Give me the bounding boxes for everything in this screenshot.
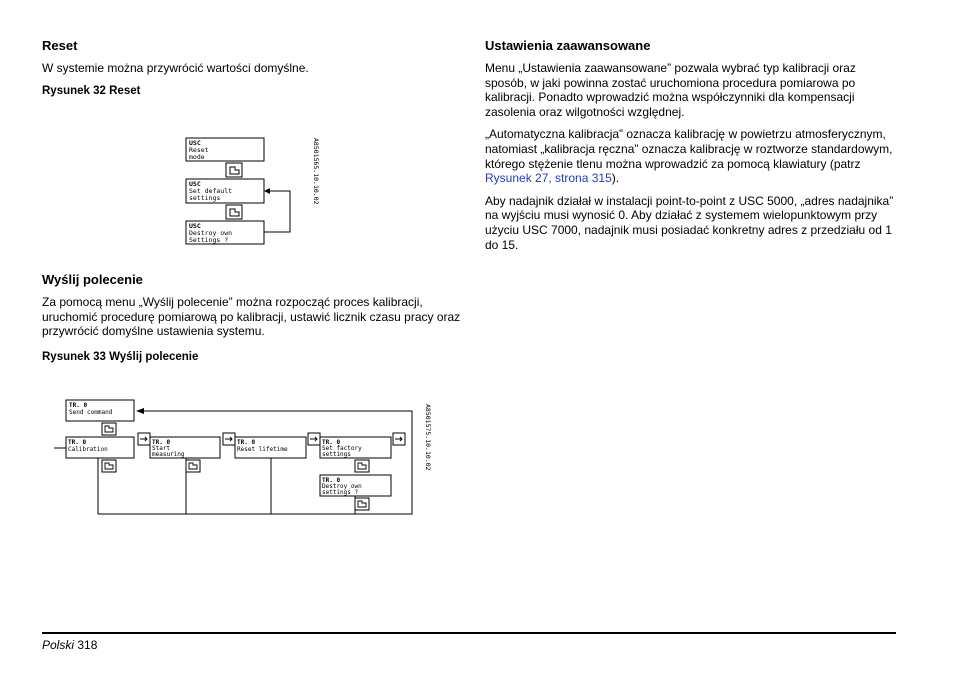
fig33-factory-l2: Set factory	[322, 445, 362, 452]
fig33-top-l2: Send command	[69, 409, 113, 416]
fig33-life-l2: Reset lifetime	[237, 446, 288, 453]
fig33-life-l1: TR. 0	[237, 439, 256, 446]
fig33-cal-l2: Calibration	[68, 446, 108, 453]
fig32-s2-l2: Set default	[189, 187, 233, 195]
figure-32-caption: Rysunek 32 Reset	[42, 84, 141, 97]
figure-32-code: A8501565.10.10.02	[312, 138, 320, 205]
send-command-text: Za pomocą menu „Wyślij polecenie” można rozpocząć proces kalibracji, uruchomić procedurę pomiarową po kalibracji, ustawić licznik czasu pracy oraz przywrócić domyślne ustawienia systemu.	[42, 295, 461, 339]
fig33-factory-l3: settings	[322, 451, 351, 458]
arrow-key-icon	[140, 437, 402, 441]
send-command-section	[42, 272, 462, 347]
fig33-start-l1: TR. 0	[152, 439, 171, 446]
figure-33-code: A8501575.10.10.02	[424, 404, 432, 471]
advanced-settings-paragraph-2	[485, 127, 895, 185]
fig33-destroy-l2: Destroy own	[322, 483, 362, 490]
fig32-s3-l2: Destroy own	[189, 229, 233, 237]
fig33-destroy-l3: settings ?	[322, 489, 359, 496]
send-command-heading: Wyślij polecenie	[42, 272, 143, 287]
figure-33-send-command-diagram	[52, 396, 442, 520]
page-number: 318	[77, 638, 98, 652]
fig33-top-l1: TR. 0	[69, 402, 88, 409]
paragraph-2-end: ).	[611, 171, 620, 186]
advanced-settings-heading: Ustawienia zaawansowane	[485, 38, 651, 53]
reset-text: W systemie można przywrócić wartości domyślne.	[42, 61, 309, 75]
fig33-destroy-l1: TR. 0	[322, 477, 341, 484]
reset-heading: Reset	[42, 38, 78, 53]
fig32-s2-l1: USC	[189, 180, 201, 188]
fig32-s3-l1: USC	[189, 222, 201, 230]
fig32-s2-l3: settings	[189, 194, 221, 202]
fig33-factory-l1: TR. 0	[322, 439, 341, 446]
fig32-s3-l3: Settings ?	[189, 236, 229, 244]
figure-27-link[interactable]: Rysunek 27, strona 315	[485, 171, 612, 186]
advanced-settings-paragraph-1: Menu „Ustawienia zaawansowane” pozwala wybrać typ kalibracji oraz sposób, w jaki powinna zostać uruchomiona procedura pomiarowa po kalibracji. Ponadto wprowadzić można współczynniki dla kompensacji zasolenia oraz wilgotności względnej.	[485, 61, 856, 119]
fig33-start-l2: Start	[152, 445, 171, 452]
figure-32-reset-diagram	[180, 130, 340, 250]
fig32-s1-l3: mode	[189, 153, 205, 161]
advanced-settings-paragraph-3: Aby nadajnik działał w instalacji point-to-point z USC 5000, „adres nadajnika” na wyjściu musi wynosić 0. Aby działać z systemem wielopunktowym przy użyciu USC 7000, nadajnik musi posiadać konkretny adres z przedziału od 1 do 15.	[485, 193, 894, 252]
page-footer	[42, 638, 97, 652]
fig33-cal-l1: TR. 0	[68, 439, 87, 446]
paragraph-2-text: „Automatyczna kalibracja” oznacza kalibrację w powietrzu atmosferycznym, natomiast „kalibracja ręczna” oznacza kalibrację w roztworze standardowym, którego stężenie tlenu można wprowadzić za pomocą klawiatury (patrz	[485, 127, 893, 171]
left-column	[42, 38, 462, 98]
fig32-s1-l2: Reset	[189, 146, 209, 154]
footer-divider	[42, 632, 896, 634]
footer-language: Polski	[42, 638, 75, 652]
right-column	[485, 38, 895, 260]
fig32-s1-l1: USC	[189, 139, 201, 147]
fig33-start-l3: measuring	[152, 451, 185, 458]
figure-33-caption: Rysunek 33 Wyślij polecenie	[42, 351, 199, 363]
